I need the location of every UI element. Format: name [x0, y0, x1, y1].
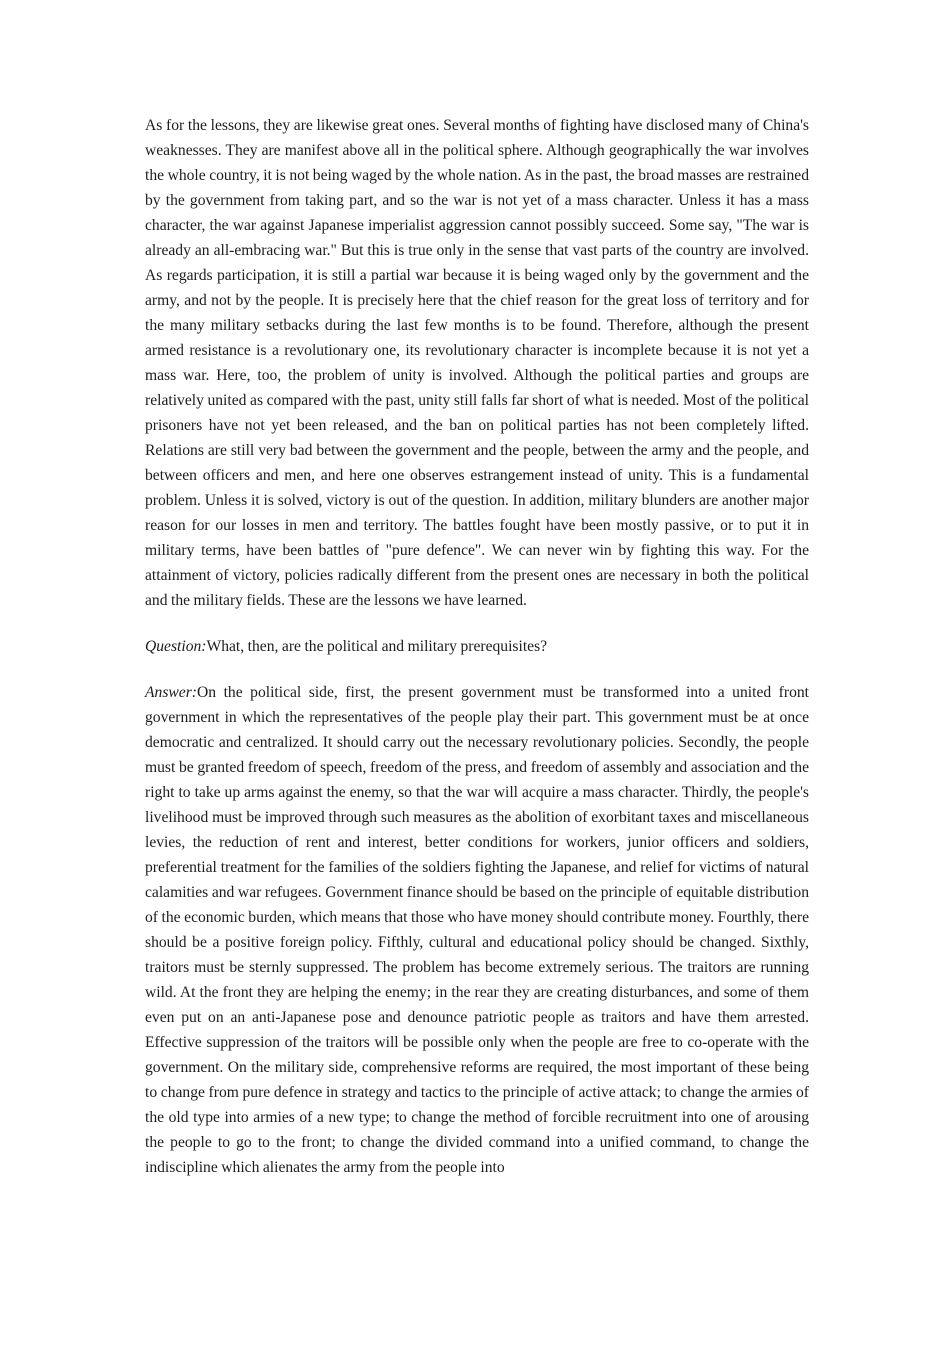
- answer-paragraph: [145, 680, 809, 1180]
- question-text: What, then, are the political and military prerequisites?: [206, 638, 548, 655]
- question-label: Question:: [145, 638, 207, 655]
- question-paragraph: [145, 634, 809, 659]
- document-page: [145, 113, 809, 1180]
- answer-label: Answer:: [145, 684, 197, 701]
- lessons-paragraph: As for the lessons, they are likewise great ones. Several months of fighting have disclosed many of China's weaknesses. They are manifest above all in the political sphere. Although geographically the war involves the whole country, it is not being waged by the whole nation. As in the past, the broad masses are restrained by the government from taking part, and so the war is not yet of a mass character. Unless it has a mass character, the war against Japanese imperialist aggression cannot possibly succeed. Some say, "The war is already an all-embracing war." But this is true only in the sense that vast parts of the country are involved. As regards participation, it is still a partial war because it is being waged only by the government and the army, and not by the people. It is precisely here that the chief reason for the great loss of territory and for the many military setbacks during the last few months is to be found. Therefore, although the present armed resistance is a revolutionary one, its revolutionary character is incomplete because it is not yet a mass war. Here, too, the problem of unity is involved. Although the political parties and groups are relatively united as compared with the past, unity still falls far short of what is needed. Most of the political prisoners have not yet been released, and the ban on political parties has not been completely lifted. Relations are still very bad between the government and the people, between the army and the people, and between officers and men, and here one observes estrangement instead of unity. This is a fundamental problem. Unless it is solved, victory is out of the question. In addition, military blunders are another major reason for our losses in men and territory. The battles fought have been mostly passive, or to put it in military terms, have been battles of "pure defence". We can never win by fighting this way. For the attainment of victory, policies radically different from the present ones are necessary in both the political and the military fields. These are the lessons we have learned.: [145, 117, 809, 609]
- answer-text: On the political side, first, the present government must be transformed into a united front government in which the representatives of the people play their part. This government must be at once democratic and centralized. It should carry out the necessary revolutionary policies. Secondly, the people must be granted freedom of speech, freedom of the press, and freedom of assembly and association and the right to take up arms against the enemy, so that the war will acquire a mass character. Thirdly, the people's livelihood must be improved through such measures as the abolition of exorbitant taxes and miscellaneous levies, the reduction of rent and interest, better conditions for workers, junior officers and soldiers, preferential treatment for the families of the soldiers fighting the Japanese, and relief for victims of natural calamities and war refugees. Government finance should be based on the principle of equitable distribution of the economic burden, which means that those who have money should contribute money. Fourthly, there should be a positive foreign policy. Fifthly, cultural and educational policy should be changed. Sixthly, traitors must be sternly suppressed. The problem has become extremely serious. The traitors are running wild. At the front they are helping the enemy; in the rear they are creating disturbances, and some of them even put on an anti-Japanese pose and denounce patriotic people as traitors and have them arrested. Effective suppression of the traitors will be possible only when the people are free to co-operate with the government. On the military side, comprehensive reforms are required, the most important of these being to change from pure defence in strategy and tactics to the principle of active attack; to change the armies of the old type into armies of a new type; to change the method of forcible recruitment into one of arousing the people to go to the front; to change the divided command into a unified command, to change the indiscipline which alienates the army from the people into: [145, 684, 809, 1176]
